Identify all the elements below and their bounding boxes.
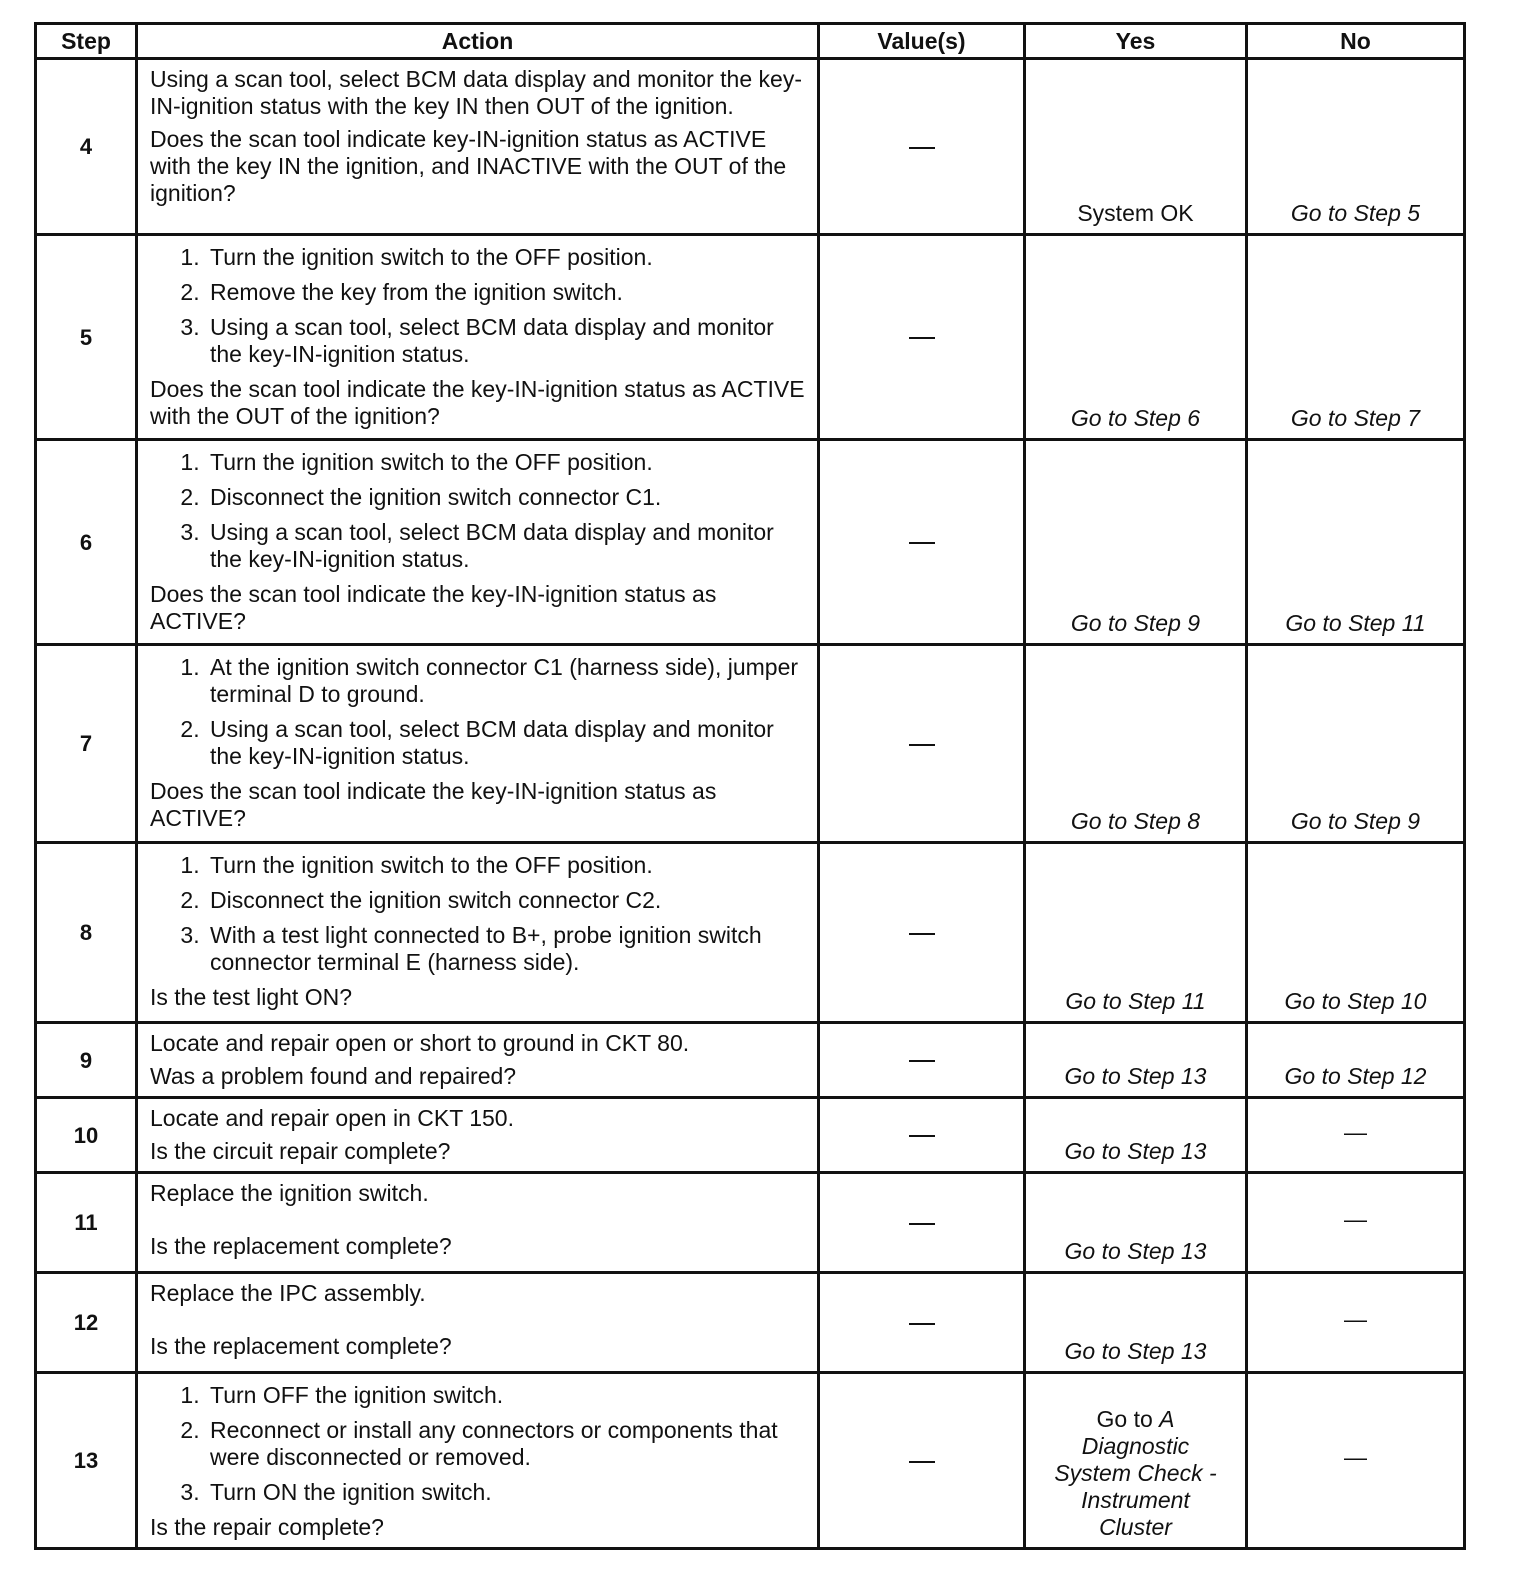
action-step-item: 3. Using a scan tool, select BCM data display and monitor the key-IN-ignition status. — [206, 519, 807, 573]
value-dash — [909, 1323, 935, 1325]
yes-cell: Go to Step 6 — [1025, 235, 1247, 440]
action-question: Does the scan tool indicate the key-IN-ignition status as ACTIVE? — [150, 778, 717, 831]
action-cell — [137, 645, 819, 843]
action-step-item: 2. Remove the key from the ignition switch. — [206, 279, 807, 306]
action-text: Locate and repair open or short to ground in CKT 80. — [150, 1030, 690, 1056]
action-cell — [137, 59, 819, 235]
no-cell: — — [1247, 1273, 1465, 1373]
no-cell: Go to Step 12 — [1247, 1023, 1465, 1098]
no-cell: Go to Step 11 — [1247, 440, 1465, 645]
action-steps — [150, 449, 807, 573]
table-row — [36, 235, 1465, 440]
action-question: Does the scan tool indicate key-IN-ignition status as ACTIVE with the key IN the ignition, and INACTIVE with the OUT of the ignition? — [150, 126, 787, 206]
yes-cell: Go to Step 13 — [1025, 1098, 1247, 1173]
table-row — [36, 843, 1465, 1023]
action-steps — [150, 244, 807, 368]
value-dash — [909, 933, 935, 935]
action-step-item: 1. At the ignition switch connector C1 (harness side), jumper terminal D to ground. — [206, 654, 807, 708]
action-step-item: 3. With a test light connected to B+, probe ignition switch connector terminal E (harness side). — [206, 922, 807, 976]
action-step-item: 2. Disconnect the ignition switch connector C1. — [206, 484, 807, 511]
action-step-item: 3. Turn ON the ignition switch. — [206, 1479, 807, 1506]
step-number: 10 — [36, 1098, 137, 1173]
diagnostic-table — [34, 22, 1466, 1550]
action-question: Does the scan tool indicate the key-IN-ignition status as ACTIVE with the OUT of the ignition? — [150, 376, 805, 429]
value-cell — [819, 1098, 1025, 1173]
table-row — [36, 1023, 1465, 1098]
action-cell — [137, 1023, 819, 1098]
action-step-item: 1. Turn OFF the ignition switch. — [206, 1382, 807, 1409]
step-number: 13 — [36, 1373, 137, 1549]
yes-cell: Go to Step 8 — [1025, 645, 1247, 843]
header-values: Value(s) — [819, 24, 1025, 59]
action-text: Using a scan tool, select BCM data display and monitor the key-IN-ignition status with the key IN then OUT of the ignition. — [150, 66, 802, 119]
yes-cell: Go to Step 13 — [1025, 1023, 1247, 1098]
value-cell — [819, 645, 1025, 843]
header-action: Action — [137, 24, 819, 59]
step-number: 12 — [36, 1273, 137, 1373]
action-steps — [150, 654, 807, 770]
action-text: Locate and repair open in CKT 150. — [150, 1105, 514, 1131]
action-cell — [137, 843, 819, 1023]
yes-cell: Go to Step 13 — [1025, 1273, 1247, 1373]
value-cell — [819, 1173, 1025, 1273]
action-cell — [137, 1098, 819, 1173]
header-yes: Yes — [1025, 24, 1247, 59]
yes-cell: Go to Step 9 — [1025, 440, 1247, 645]
action-step-item: 1. Turn the ignition switch to the OFF position. — [206, 852, 807, 879]
action-question: Is the repair complete? — [150, 1514, 384, 1540]
step-number: 7 — [36, 645, 137, 843]
value-dash — [909, 147, 935, 149]
table-row — [36, 1098, 1465, 1173]
value-cell — [819, 235, 1025, 440]
action-text: Replace the ignition switch. — [150, 1180, 429, 1206]
action-cell — [137, 1273, 819, 1373]
value-cell — [819, 59, 1025, 235]
action-step-item: 2. Using a scan tool, select BCM data display and monitor the key-IN-ignition status. — [206, 716, 807, 770]
action-cell — [137, 235, 819, 440]
yes-prefix: Go to — [1096, 1406, 1160, 1432]
step-number: 6 — [36, 440, 137, 645]
value-cell — [819, 1273, 1025, 1373]
yes-cell: System OK — [1025, 59, 1247, 235]
no-cell: Go to Step 7 — [1247, 235, 1465, 440]
action-question: Was a problem found and repaired? — [150, 1063, 517, 1089]
value-dash — [909, 1060, 935, 1062]
action-step-item: 2. Reconnect or install any connectors or components that were disconnected or removed. — [206, 1417, 807, 1471]
step-number: 4 — [36, 59, 137, 235]
step-number: 5 — [36, 235, 137, 440]
value-cell — [819, 843, 1025, 1023]
table-row — [36, 1373, 1465, 1549]
value-dash — [909, 337, 935, 339]
yes-cell — [1025, 1373, 1247, 1549]
header-step: Step — [36, 24, 137, 59]
yes-cell: Go to Step 13 — [1025, 1173, 1247, 1273]
table-row — [36, 645, 1465, 843]
no-cell: — — [1247, 1173, 1465, 1273]
action-steps — [150, 1382, 807, 1506]
no-cell: Go to Step 10 — [1247, 843, 1465, 1023]
step-number: 11 — [36, 1173, 137, 1273]
value-dash — [909, 744, 935, 746]
table-row — [36, 1273, 1465, 1373]
step-number: 9 — [36, 1023, 137, 1098]
action-text: Replace the IPC assembly. — [150, 1280, 426, 1306]
action-cell — [137, 1173, 819, 1273]
action-question: Does the scan tool indicate the key-IN-ignition status as ACTIVE? — [150, 581, 717, 634]
value-dash — [909, 1461, 935, 1463]
value-dash — [909, 1223, 935, 1225]
action-question: Is the circuit repair complete? — [150, 1138, 451, 1164]
value-cell — [819, 1023, 1025, 1098]
value-dash — [909, 542, 935, 544]
table-row — [36, 59, 1465, 235]
action-steps — [150, 852, 807, 976]
step-number: 8 — [36, 843, 137, 1023]
action-step-item: 3. Using a scan tool, select BCM data display and monitor the key-IN-ignition status. — [206, 314, 807, 368]
action-question: Is the replacement complete? — [150, 1233, 452, 1259]
action-cell — [137, 440, 819, 645]
header-no: No — [1247, 24, 1465, 59]
value-dash — [909, 1135, 935, 1137]
no-cell: Go to Step 9 — [1247, 645, 1465, 843]
table-row — [36, 440, 1465, 645]
yes-link-text: A Diagnostic System Check - Instrument Cluster — [1054, 1406, 1217, 1540]
header-row — [36, 24, 1465, 59]
yes-cell: Go to Step 11 — [1025, 843, 1247, 1023]
table-row — [36, 1173, 1465, 1273]
action-step-item: 1. Turn the ignition switch to the OFF position. — [206, 244, 807, 271]
action-step-item: 2. Disconnect the ignition switch connector C2. — [206, 887, 807, 914]
action-cell — [137, 1373, 819, 1549]
action-question: Is the replacement complete? — [150, 1333, 452, 1359]
value-cell — [819, 440, 1025, 645]
no-cell: — — [1247, 1098, 1465, 1173]
action-question: Is the test light ON? — [150, 984, 352, 1010]
action-step-item: 1. Turn the ignition switch to the OFF position. — [206, 449, 807, 476]
value-cell — [819, 1373, 1025, 1549]
no-cell: — — [1247, 1373, 1465, 1549]
no-cell: Go to Step 5 — [1247, 59, 1465, 235]
